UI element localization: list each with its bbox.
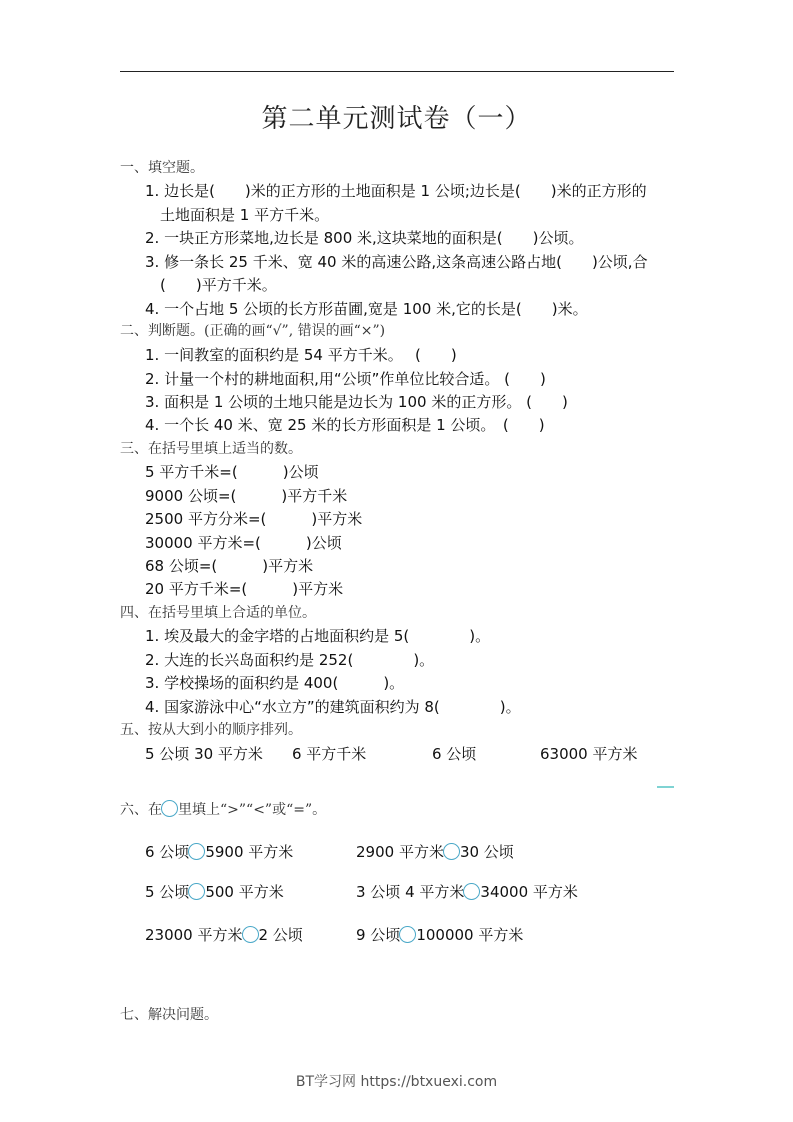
answer-circle[interactable] <box>463 883 480 900</box>
comparison-left: 5 公顷 <box>145 883 190 901</box>
s3-item: 2500 平方分米=( )平方米 <box>145 510 363 528</box>
s5-item: 6 平方千米 <box>292 745 367 763</box>
answer-circle[interactable] <box>242 926 259 943</box>
s4-question-1: 1. 埃及最大的金字塔的占地面积约是 5( )。 <box>145 627 491 645</box>
section-1-heading: 一、填空题。 <box>120 160 204 176</box>
s2-question-2: 2. 计量一个村的耕地面积,用“公顷”作单位比较合适。 ( ) <box>145 370 546 388</box>
s3-item: 9000 公顷=( )平方千米 <box>145 487 348 505</box>
s6-comparison <box>356 842 514 862</box>
s1-question-4: 4. 一个占地 5 公顷的长方形苗圃,宽是 100 米,它的长是( )米。 <box>145 300 588 318</box>
comparison-left: 3 公顷 4 平方米 <box>356 883 465 901</box>
s5-item: 6 公顷 <box>432 745 477 763</box>
comparison-left: 23000 平方米 <box>145 926 243 944</box>
s4-question-2: 2. 大连的长兴岛面积约是 252( )。 <box>145 651 435 669</box>
s3-item: 5 平方千米=( )公顷 <box>145 463 319 481</box>
s1-question-3-line-1: 3. 修一条长 25 千米、宽 40 米的高速公路,这条高速公路占地( )公顷,合 <box>145 253 648 271</box>
s1-question-1-line-2: 土地面积是 1 平方千米。 <box>160 206 330 224</box>
comparison-right: 500 平方米 <box>205 883 284 901</box>
comparison-left: 9 公顷 <box>356 926 401 944</box>
s6-comparison <box>145 842 293 862</box>
s5-item: 5 公顷 30 平方米 <box>145 745 263 763</box>
s2-question-4: 4. 一个长 40 米、宽 25 米的长方形面积是 1 公顷。 ( ) <box>145 416 545 434</box>
s1-question-1-line-1: 1. 边长是( )米的正方形的土地面积是 1 公顷;边长是( )米的正方形的 <box>145 182 647 200</box>
s4-question-3: 3. 学校操场的面积约是 400( )。 <box>145 674 405 692</box>
s4-question-4: 4. 国家游泳中心“水立方”的建筑面积约为 8( )。 <box>145 698 521 716</box>
s6-comparison <box>356 925 523 945</box>
answer-circle[interactable] <box>188 843 205 860</box>
comparison-right: 2 公顷 <box>258 926 303 944</box>
answer-circle[interactable] <box>188 883 205 900</box>
section-6-heading <box>120 800 326 820</box>
s5-item: 63000 平方米 <box>540 745 638 763</box>
s2-question-1: 1. 一间教室的面积约是 54 平方千米。 ( ) <box>145 346 457 364</box>
circle-icon <box>161 800 178 817</box>
s3-item: 30000 平方米=( )公顷 <box>145 534 342 552</box>
comparison-left: 6 公顷 <box>145 843 190 861</box>
footer-watermark: BT学习网 https://btxuexi.com <box>295 1074 498 1090</box>
answer-circle[interactable] <box>399 926 416 943</box>
s2-question-3: 3. 面积是 1 公顷的土地只能是边长为 100 米的正方形。 ( ) <box>145 393 568 411</box>
s6-heading-suffix: 里填上“>”“<”或“=”。 <box>178 802 327 818</box>
s6-heading-prefix: 六、在 <box>120 802 162 818</box>
comparison-right: 5900 平方米 <box>205 843 294 861</box>
page-title: 第二单元测试卷（一） <box>261 104 532 134</box>
comparison-right: 34000 平方米 <box>480 883 578 901</box>
s6-comparison <box>145 925 303 945</box>
answer-circle[interactable] <box>443 843 460 860</box>
s3-item: 68 公顷=( )平方米 <box>145 557 314 575</box>
s6-comparison <box>356 882 578 902</box>
s6-comparison <box>145 882 284 902</box>
teal-mark <box>657 786 674 788</box>
section-2-heading: 二、判断题。(正确的画“√”, 错误的画“×”) <box>120 323 386 339</box>
comparison-right: 100000 平方米 <box>416 926 524 944</box>
s1-question-2: 2. 一块正方形菜地,边长是 800 米,这块菜地的面积是( )公顷。 <box>145 229 584 247</box>
comparison-right: 30 公顷 <box>459 843 514 861</box>
header-rule <box>120 71 674 72</box>
comparison-left: 2900 平方米 <box>356 843 444 861</box>
section-3-heading: 三、在括号里填上适当的数。 <box>120 441 302 457</box>
section-5-heading: 五、按从大到小的顺序排列。 <box>120 722 302 738</box>
s1-question-3-line-2: ( )平方千米。 <box>160 276 277 294</box>
section-7-heading: 七、解决问题。 <box>120 1007 218 1023</box>
section-4-heading: 四、在括号里填上合适的单位。 <box>120 605 316 621</box>
s3-item: 20 平方千米=( )平方米 <box>145 580 344 598</box>
